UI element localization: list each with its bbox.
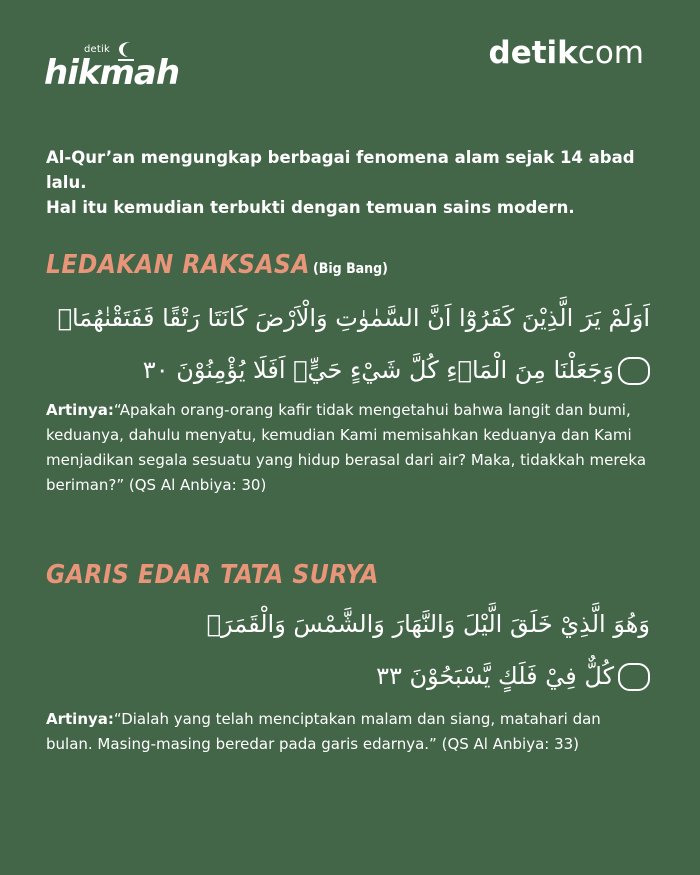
arabic-verse-33 <box>40 598 650 702</box>
arabic-verse-line: كُلٌّ فِيْ فَلَكٍ يَّسْبَحُوْنَ ٣٣ <box>376 662 614 690</box>
logo-hikmah-text: hikmah <box>44 53 180 93</box>
section-title-big-bang <box>46 250 388 284</box>
section-title-orbit <box>46 560 379 590</box>
arabic-verse-line-end <box>40 650 650 702</box>
intro-text <box>46 145 646 220</box>
arabic-verse-line-end <box>40 344 650 396</box>
arabic-verse-30 <box>40 292 650 396</box>
logo-com-part: com <box>577 35 644 71</box>
ayah-end-icon <box>618 357 650 385</box>
translation-label: Artinya: <box>46 401 114 419</box>
intro-line-1: Al-Qur’an mengungkap berbagai fenomena alam sejak 14 abad lalu. <box>46 148 635 192</box>
arabic-verse-line: وَهُوَ الَّذِيْ خَلَقَ الَّيْلَ وَالنَّهَارَ وَالشَّمْسَ وَالْقَمَرَۗ <box>206 610 650 638</box>
section-title-text: LEDAKAN RAKSASA <box>46 250 311 280</box>
logo-detik-small: detik <box>84 44 110 55</box>
translation-verse-30 <box>46 398 646 498</box>
translation-text: “Apakah orang-orang kafir tidak mengetahui bahwa langit dan bumi, keduanya, dahulu menyatu, kemudian Kami memisahkan keduanya dan Kami menjadikan segala sesuatu yang hidup berasal dari air? Maka, tidakkah mereka beriman?” (QS Al Anbiya: 30) <box>46 401 647 494</box>
logo-detik-part: detik <box>488 35 578 71</box>
section-subtitle: (Big Bang) <box>313 261 388 277</box>
arabic-verse-line: وَجَعَلْنَا مِنَ الْمَاۤءِ كُلَّ شَيْءٍ حَيٍّۗ اَفَلَا يُؤْمِنُوْنَ ٣٠ <box>142 356 614 384</box>
detikcom-logo <box>489 34 645 72</box>
translation-verse-33 <box>46 707 646 757</box>
translation-label: Artinya: <box>46 710 114 728</box>
arabic-verse-line: اَوَلَمْ يَرَ الَّذِيْنَ كَفَرُوْٓا اَنَّ السَّمٰوٰتِ وَالْاَرْضَ كَانَتَا رَتْقًا فَفَتَقْنٰهُمَاۗ <box>57 304 650 332</box>
translation-text: “Dialah yang telah menciptakan malam dan siang, matahari dan bulan. Masing-masing beredar pada garis edarnya.” (QS Al Anbiya: 33) <box>46 710 601 753</box>
ayah-end-icon <box>618 663 650 691</box>
intro-line-2: Hal itu kemudian terbukti dengan temuan sains modern. <box>46 198 575 217</box>
detik-hikmah-logo <box>44 38 184 98</box>
section-title-text: GARIS EDAR TATA SURYA <box>46 560 379 590</box>
